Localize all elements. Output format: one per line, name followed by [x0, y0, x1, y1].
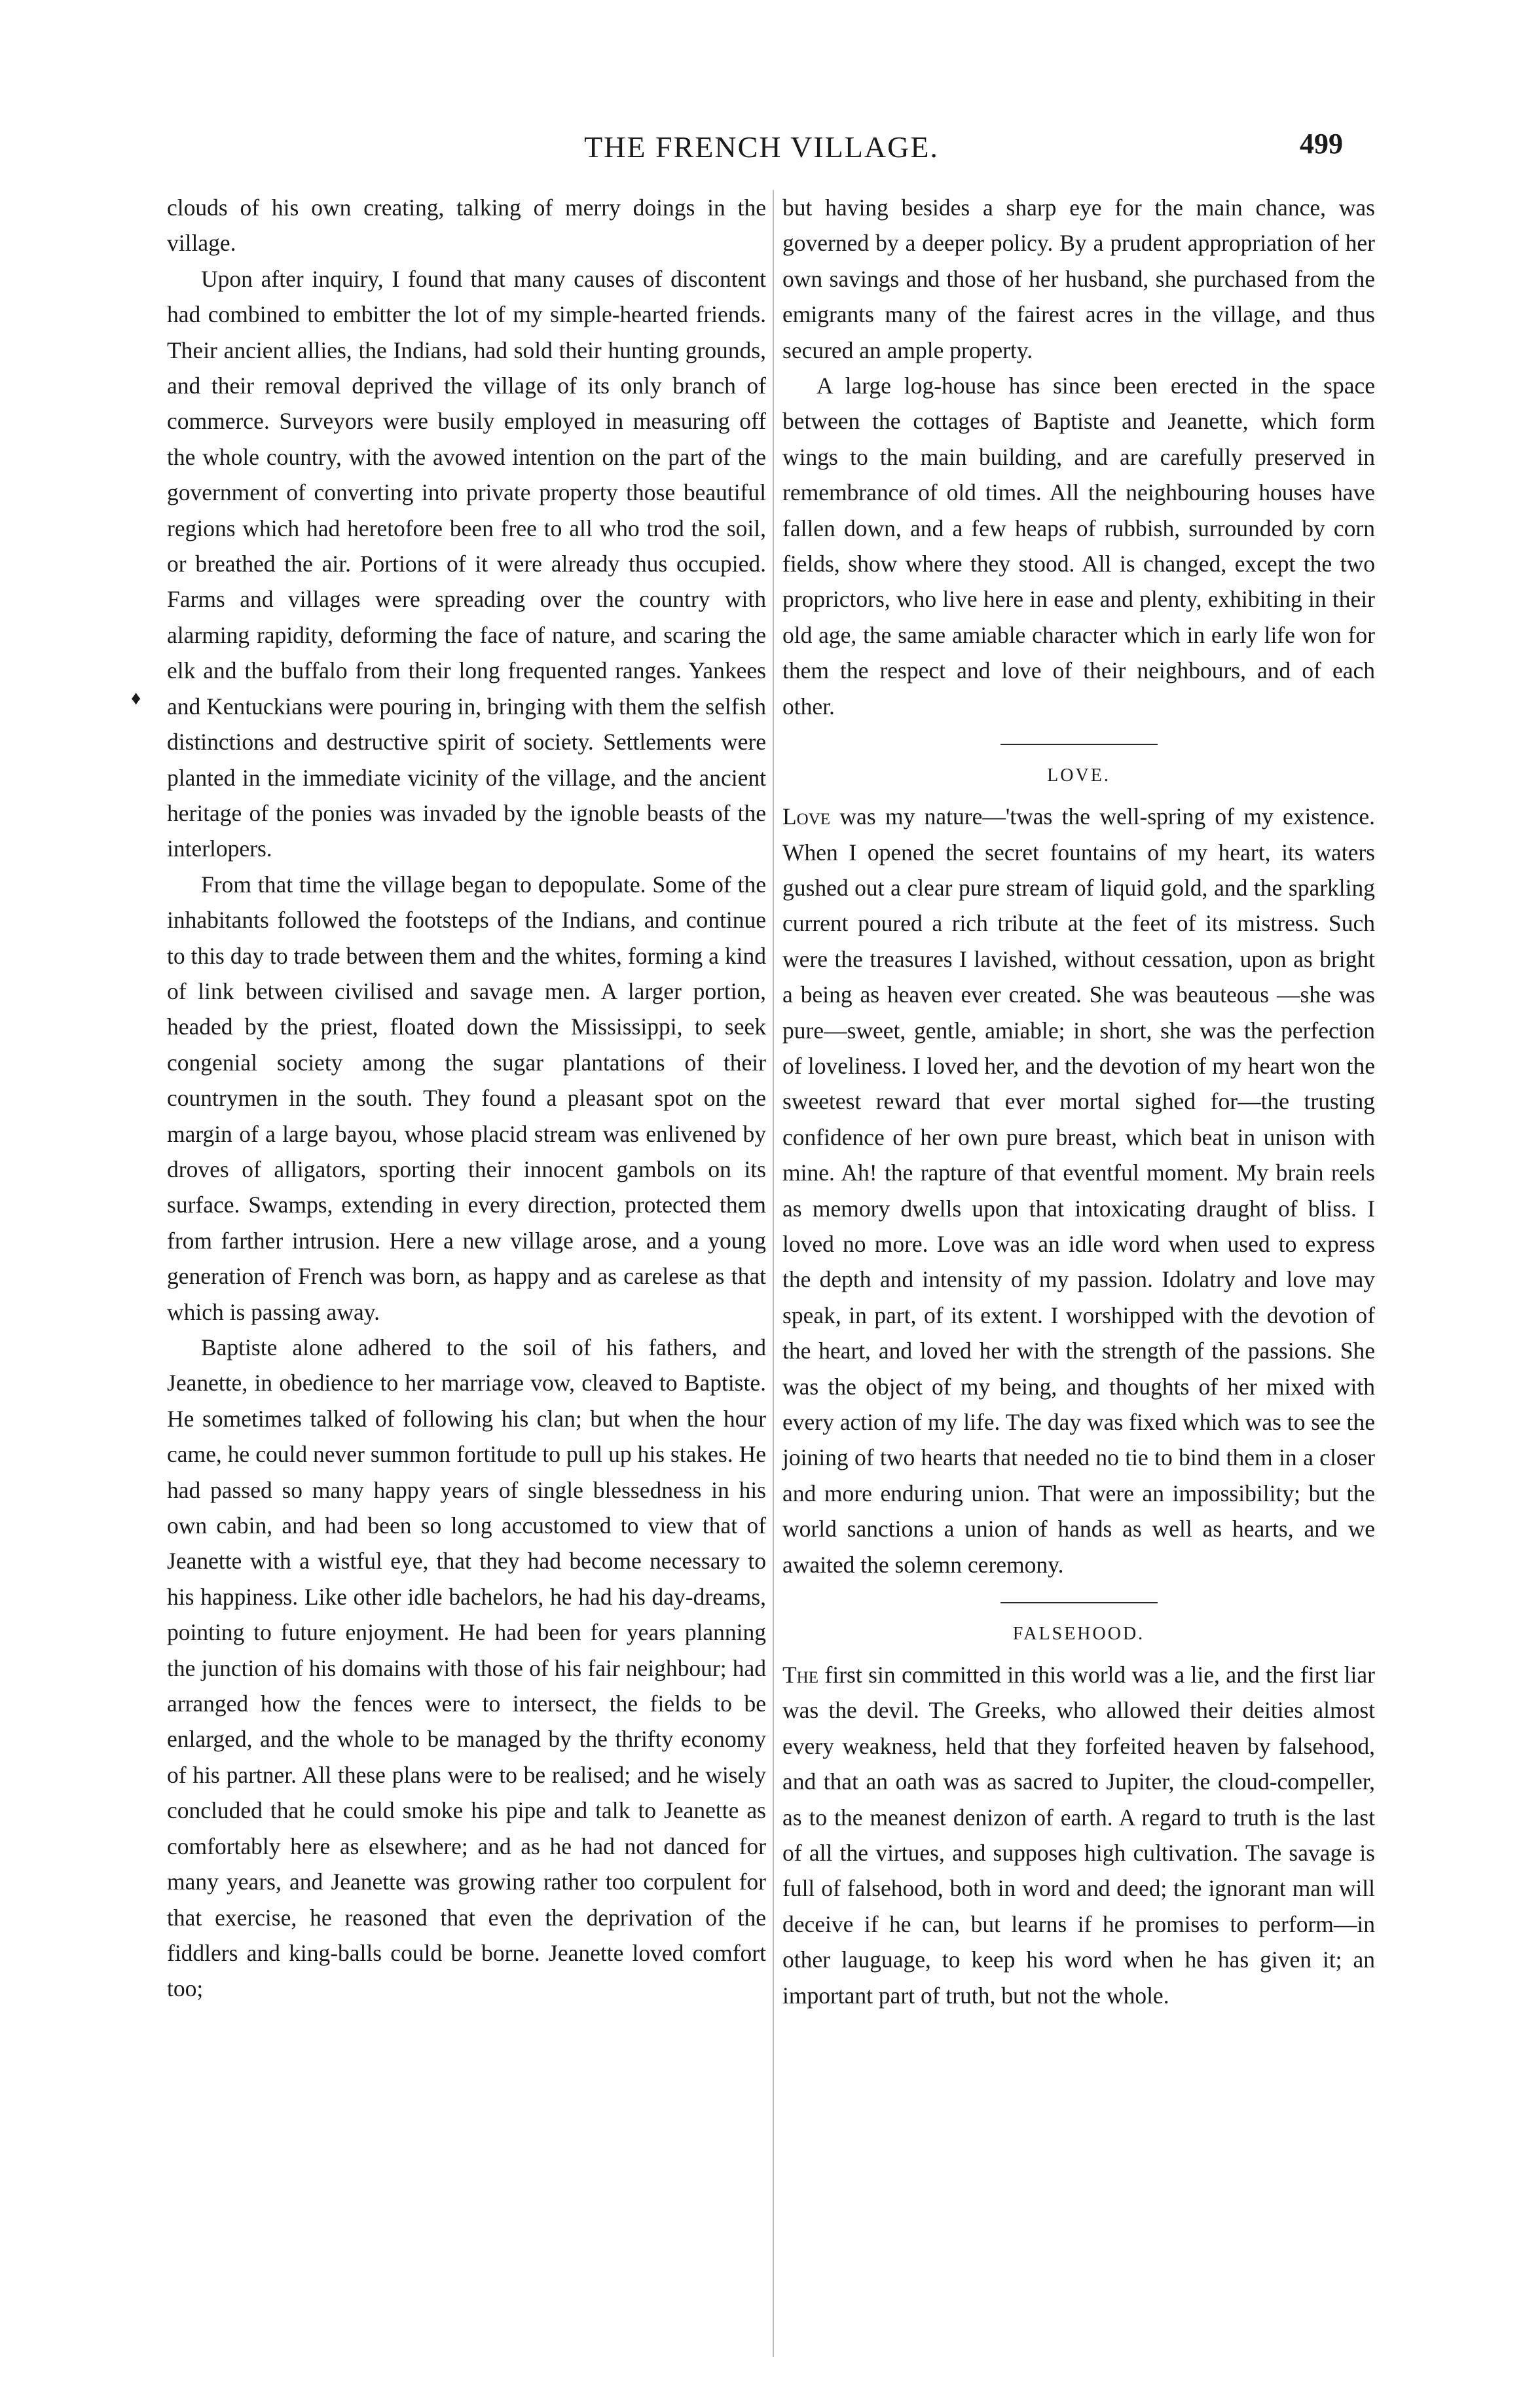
- drop-word: The: [782, 1662, 819, 1688]
- column-divider: [773, 190, 774, 2357]
- love-essay: [782, 799, 1375, 1582]
- paragraph: From that time the village began to depopulate. Some of the inhabitants followed the footsteps of the Indians, and continue to this day to trade between them and the whites, forming a kind of link between civilised and savage men. A larger portion, headed by the priest, floated down the Mississippi, to seek congenial society among the sugar plantations of their countrymen in the south. They found a pleasant spot on the margin of a large bayou, whose placid stream was enlivened by droves of alligators, sporting their innocent gambols on its surface. Swamps, extending in every direction, protected them from farther intrusion. Here a new village arose, and a young generation of French was born, as happy and as carelese as that which is passing away.: [167, 871, 766, 1325]
- margin-diamond-mark: ♦: [131, 687, 141, 709]
- paragraph: A large log-house has since been erected in the space between the cottages of Baptiste and Jeanette, which form wings to the main building, and are carefully preserved in remembrance of old times. All the neighbouring houses have fallen down, and a few heaps of rubbish, surrounded by corn fields, show where they stood. All is changed, except the two proprictors, who live here in ease and plenty, exhibiting in their old age, the same amiable character which in early life won for them the respect and love of their neighbours, and of each other.: [782, 373, 1375, 720]
- paragraph: but having besides a sharp eye for the main chance, was governed by a deeper policy. By a prudent appropriation of her own savings and those of her husband, she purchased from the emigrants many of the fairest acres in the village, and thus secured an ample property.: [782, 194, 1375, 363]
- left-column: [167, 190, 766, 2007]
- falsehood-essay: [782, 1657, 1375, 2013]
- paragraph: Baptiste alone adhered to the soil of his fathers, and Jeanette, in obedience to her marriage vow, cleaved to Baptiste. He sometimes talked of following his clan; but when the hour came, he could never summon fortitude to pull up his stakes. He had passed so many happy years of single blessedness in his own cabin, and had been so long accustomed to view that of Jeanette with a wistful eye, that they had become necessary to his happiness. Like other idle bachelors, he had his day-dreams, pointing to future enjoyment. He had been for years planning the junction of his domains with those of his fair neighbour; had arranged how the fences were to intersect, the fields to be enlarged, and the whole to be managed by the thrifty economy of his partner. All these plans were to be realised; and he wisely concluded that he could smoke his pipe and talk to Jeanette as comfortably here as elsewhere; and as he had not danced for many years, and Jeanette was growing rather too corpulent for that exercise, he reasoned that even the deprivation of the fiddlers and king-balls could be borne. Jeanette loved comfort too;: [167, 1334, 766, 2002]
- right-column: [782, 190, 1375, 2013]
- section-heading-falsehood: FALSEHOOD.: [1012, 1624, 1145, 1645]
- paragraph: clouds of his own creating, talking of merry doings in the village.: [167, 194, 766, 257]
- essay-text: was my nature—'twas the well-spring of my existence. When I opened the secret fountains of my heart, its waters gushed out a clear pure stream of liquid gold, and the sparkling current poured a rich tribute at the feet of its mistress. Such were the treasures I lavished, without cessation, upon as bright a being as heaven ever created. She was beauteous —she was pure—sweet, gentle, amiable; in short, she was the perfection of loveliness. I loved her, and the devotion of my heart won the sweetest reward that ever mortal sighed for—the trusting confidence of her own pure breast, which beat in unison with mine. Ah! the rapture of that eventful moment. My brain reels as memory dwells upon that intoxicating draught of bliss. I loved no more. Love was an idle word when used to express the depth and intensity of my passion. Idolatry and love may speak, in part, of its extent. I worshipped with the devotion of the heart, and loved her with the strength of the passions. She was the object of my being, and thoughts of her mixed with every action of my life. The day was fixed which was to see the joining of two hearts that needed no tie to bind them in a closer and more enduring union. That were an impossibility; but the world sanctions a union of hands as well as hearts, and we awaited the solemn ceremony.: [782, 803, 1375, 1578]
- section-divider: [1000, 1602, 1158, 1603]
- essay-text: first sin committed in this world was a lie, and the first liar was the devil. The Greeks, who allowed their deities almost every weakness, held that they forfeited heaven by falsehood, and that an oath was as sacred to Jupiter, the cloud-compeller, as to the meanest denizon of earth. A regard to truth is the last of all the virtues, and supposes high cultivation. The savage is full of falsehood, both in word and deed; the ignorant man will deceive if he can, but learns if he promises to perform—in other lauguage, to keep his word when he has given it; an important part of truth, but not the whole.: [782, 1662, 1375, 2009]
- section-divider: [1000, 744, 1158, 745]
- running-head: [0, 124, 1523, 170]
- paragraph: Upon after inquiry, I found that many causes of discontent had combined to embitter the lot of my simple-hearted friends. Their ancient allies, the Indians, had sold their hunting grounds, and their removal deprived the village of its only branch of commerce. Surveyors were busily employed in measuring off the whole country, with the avowed intention on the part of the government of converting into private property those beautiful regions which had heretofore been free to all who trod the soil, or breathed the air. Portions of it were already thus occupied. Farms and villages were spreading over the country with alarming rapidity, deforming the face of nature, and scaring the elk and the buffalo from their long frequented ranges. Yankees and Kentuckians were pouring in, bringing with them the selfish distinctions and destructive spirit of society. Settlements were planted in the immediate vicinity of the village, and the ancient heritage of the ponies was invaded by the ignoble beasts of the interlopers.: [167, 265, 766, 862]
- drop-word: Love: [782, 803, 831, 830]
- running-title: THE FRENCH VILLAGE.: [584, 130, 939, 164]
- page-number: 499: [1300, 128, 1343, 160]
- section-heading-love: LOVE.: [1047, 765, 1110, 786]
